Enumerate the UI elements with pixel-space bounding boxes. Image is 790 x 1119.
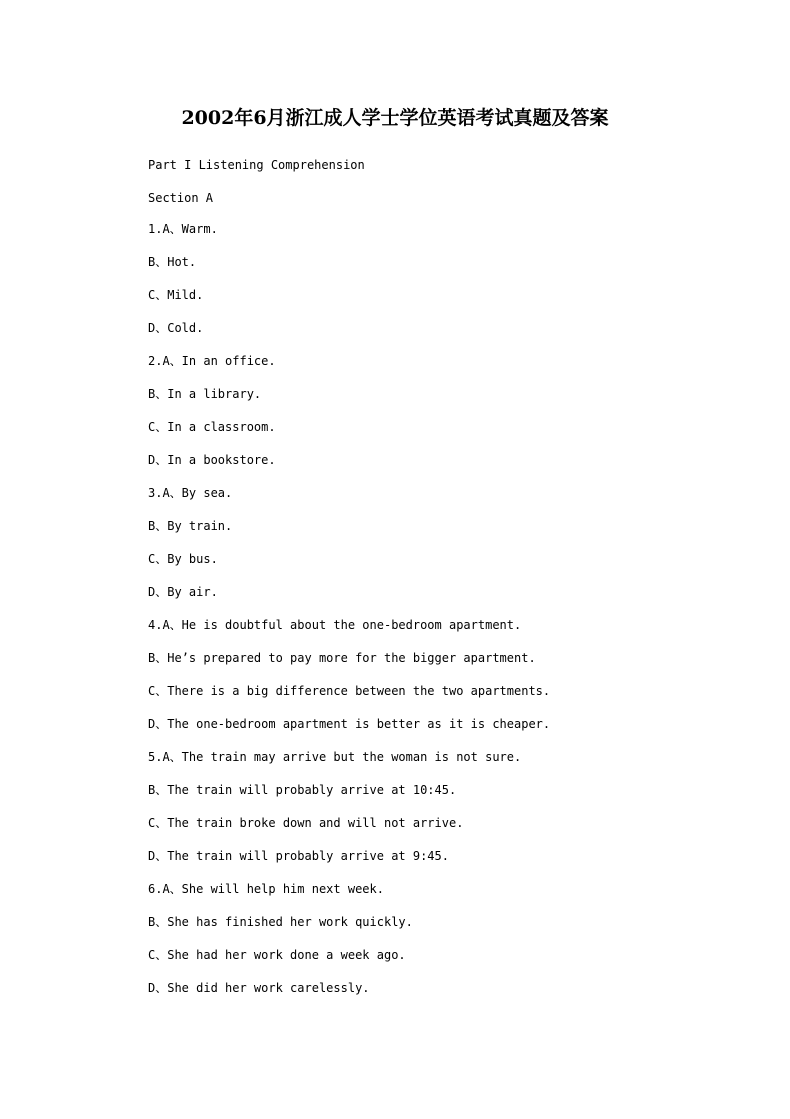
question-6-option-d: D、She did her work carelessly. — [148, 981, 370, 995]
part-heading: Part I Listening Comprehension — [148, 158, 365, 172]
question-3-option-b: B、By train. — [148, 519, 233, 533]
question-1-option-c: C、Mild. — [148, 288, 204, 302]
question-3-option-a: 3.A、By sea. — [148, 486, 233, 500]
question-4-option-a: 4.A、He is doubtful about the one-bedroom apartment. — [148, 618, 522, 632]
question-5-option-c: C、The train broke down and will not arrive. — [148, 816, 464, 830]
question-1-option-a: 1.A、Warm. — [148, 222, 218, 236]
question-2-option-a: 2.A、In an office. — [148, 354, 276, 368]
question-4-option-d: D、The one-bedroom apartment is better as it is cheaper. — [148, 717, 551, 731]
section-heading: Section A — [148, 191, 214, 205]
question-6-option-a: 6.A、She will help him next week. — [148, 882, 384, 896]
question-3-option-c: C、By bus. — [148, 552, 218, 566]
question-3-option-d: D、By air. — [148, 585, 218, 599]
question-6-option-c: C、She had her work done a week ago. — [148, 948, 406, 962]
question-6-option-b: B、She has finished her work quickly. — [148, 915, 413, 929]
question-4-option-b: B、He’s prepared to pay more for the bigger apartment. — [148, 651, 536, 665]
question-4-option-c: C、There is a big difference between the two apartments. — [148, 684, 551, 698]
question-2-option-d: D、In a bookstore. — [148, 453, 276, 467]
question-5-option-a: 5.A、The train may arrive but the woman is not sure. — [148, 750, 522, 764]
question-1-option-d: D、Cold. — [148, 321, 204, 335]
question-5-option-b: B、The train will probably arrive at 10:45. — [148, 783, 457, 797]
document-title: 2002年6月浙江成人学士学位英语考试真题及答案 — [181, 107, 609, 129]
question-2-option-c: C、In a classroom. — [148, 420, 276, 434]
question-1-option-b: B、Hot. — [148, 255, 197, 269]
question-5-option-d: D、The train will probably arrive at 9:45. — [148, 849, 449, 863]
question-2-option-b: B、In a library. — [148, 387, 262, 401]
